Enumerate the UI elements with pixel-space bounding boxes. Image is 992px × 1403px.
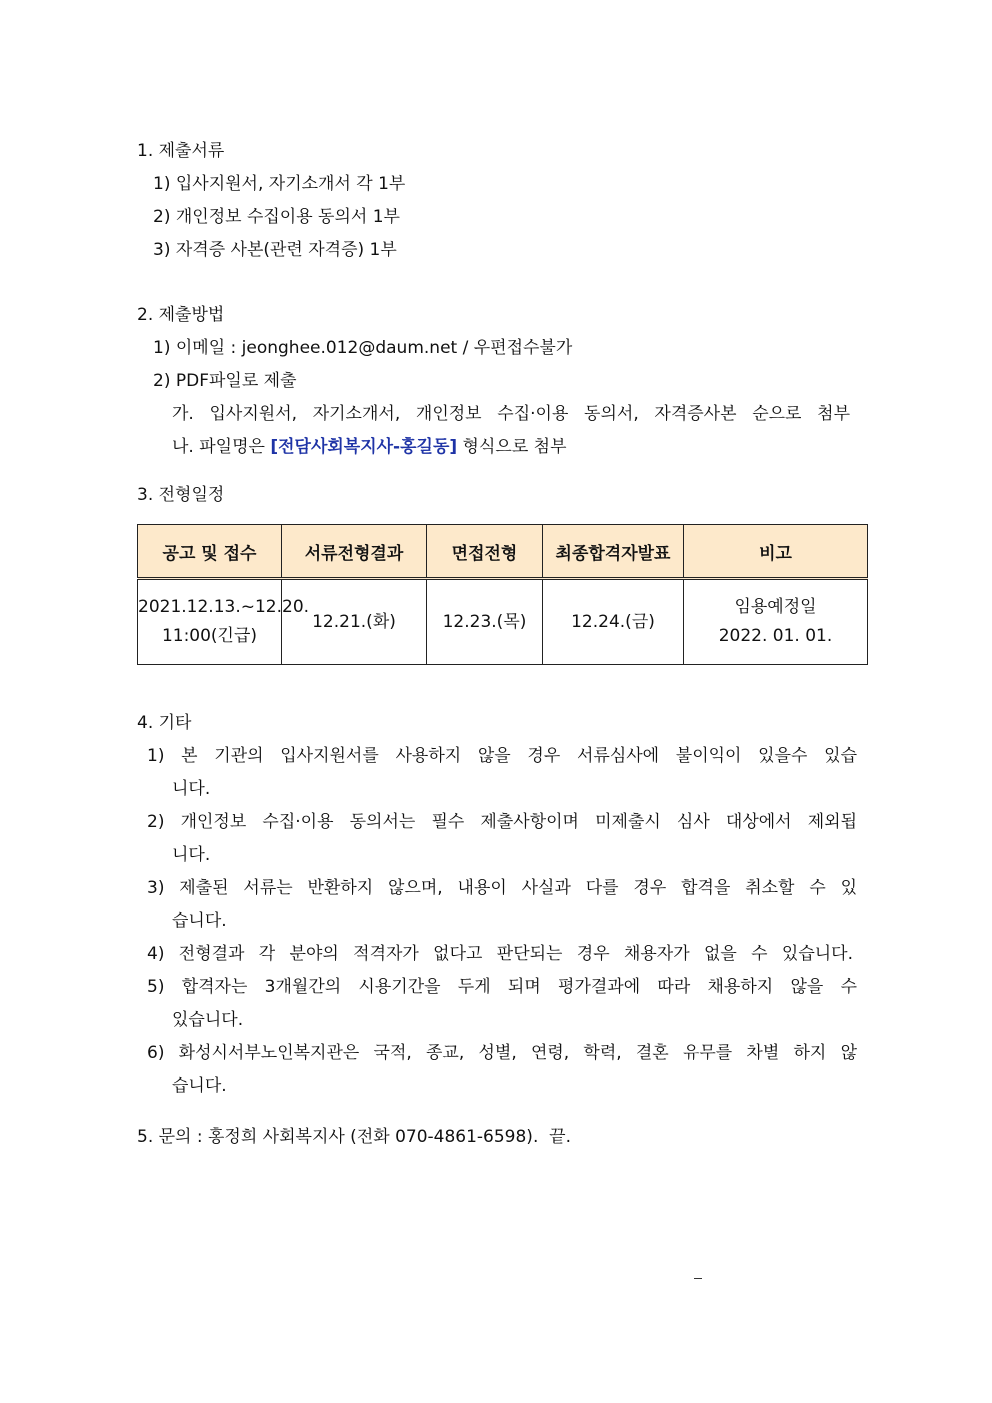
section-4-item-1: 1) 본 기관의 입사지원서를 사용하지 않을 경우 서류심사에 불이익이 있을수 있습: [147, 746, 857, 766]
section-4-item-1-cont: 니다.: [172, 779, 211, 799]
section-1-item-3: 3) 자격증 사본(관련 자격증) 1부: [153, 240, 397, 260]
cell-remarks: [684, 579, 868, 665]
header-document-result: 서류전형결과: [282, 525, 427, 579]
section-4-item-3: 3) 제출된 서류는 반환하지 않으며, 내용이 사실과 다를 경우 합격을 취소할 수 있: [147, 878, 857, 898]
footer-dash: [694, 1278, 702, 1279]
schedule-table-header-row: [138, 525, 868, 579]
section-2-sub-2-pre: 나. 파일명은: [172, 437, 271, 457]
schedule-table: [137, 524, 868, 665]
section-4-item-4: 4) 전형결과 각 분야의 적격자가 없다고 판단되는 경우 채용자가 없을 수 있습니다.: [147, 944, 853, 964]
header-final-announcement: 최종합격자발표: [543, 525, 684, 579]
section-1-title: 1. 제출서류: [137, 141, 225, 161]
section-4-title: 4. 기타: [137, 713, 192, 733]
section-4-item-6: 6) 화성시서부노인복지관은 국적, 종교, 성별, 연령, 학력, 결혼 유무를 차별 하지 않: [147, 1043, 857, 1063]
section-2-sub-2: [172, 439, 567, 456]
section-4-item-5: 5) 합격자는 3개월간의 시용기간을 두게 되며 평가결과에 따라 채용하지 않을 수: [147, 977, 857, 997]
header-announcement: 공고 및 접수: [138, 525, 282, 579]
cell-announcement-dates: 2021.12.13.~12.20.: [138, 597, 310, 617]
cell-interview: 12.23.(목): [427, 579, 543, 665]
section-2-title: 2. 제출방법: [137, 305, 225, 325]
section-5-contact: 5. 문의 : 홍정희 사회복지사 (전화 070-4861-6598). 끝.: [137, 1127, 571, 1147]
section-3-title: 3. 전형일정: [137, 485, 225, 505]
section-4-item-2: 2) 개인정보 수집·이용 동의서는 필수 제출사항이며 미제출시 심사 대상에서 제외됩: [147, 812, 857, 832]
cell-document-result: 12.21.(화): [282, 579, 427, 665]
cell-remarks-label: 임용예정일: [734, 597, 817, 617]
filename-format-highlight: [전담사회복지사-홍길동]: [270, 437, 458, 457]
cell-final-announcement: 12.24.(금): [543, 579, 684, 665]
header-interview: 면접전형: [427, 525, 543, 579]
section-4-item-5-cont: 있습니다.: [172, 1010, 244, 1030]
section-2-item-2: 2) PDF파일로 제출: [153, 371, 297, 391]
section-4-item-6-cont: 습니다.: [172, 1076, 227, 1096]
section-2-item-1: 1) 이메일 : jeonghee.012@daum.net / 우편접수불가: [153, 338, 573, 358]
section-1-item-2: 2) 개인정보 수집이용 동의서 1부: [153, 207, 400, 227]
cell-announcement-deadline: 11:00(긴급): [161, 626, 258, 646]
cell-remarks-date: 2022. 01. 01.: [718, 626, 833, 646]
section-2-sub-2-post: 형식으로 첨부: [457, 437, 567, 457]
section-4-item-3-cont: 습니다.: [172, 911, 227, 931]
section-1-item-1: 1) 입사지원서, 자기소개서 각 1부: [153, 174, 406, 194]
section-2-sub-1: 가. 입사지원서, 자기소개서, 개인정보 수집·이용 동의서, 자격증사본 순으로 첨부: [172, 404, 850, 424]
schedule-table-row: [138, 579, 868, 665]
cell-announcement: [138, 579, 310, 665]
section-4-item-2-cont: 니다.: [172, 845, 211, 865]
header-remarks: 비고: [684, 525, 868, 579]
